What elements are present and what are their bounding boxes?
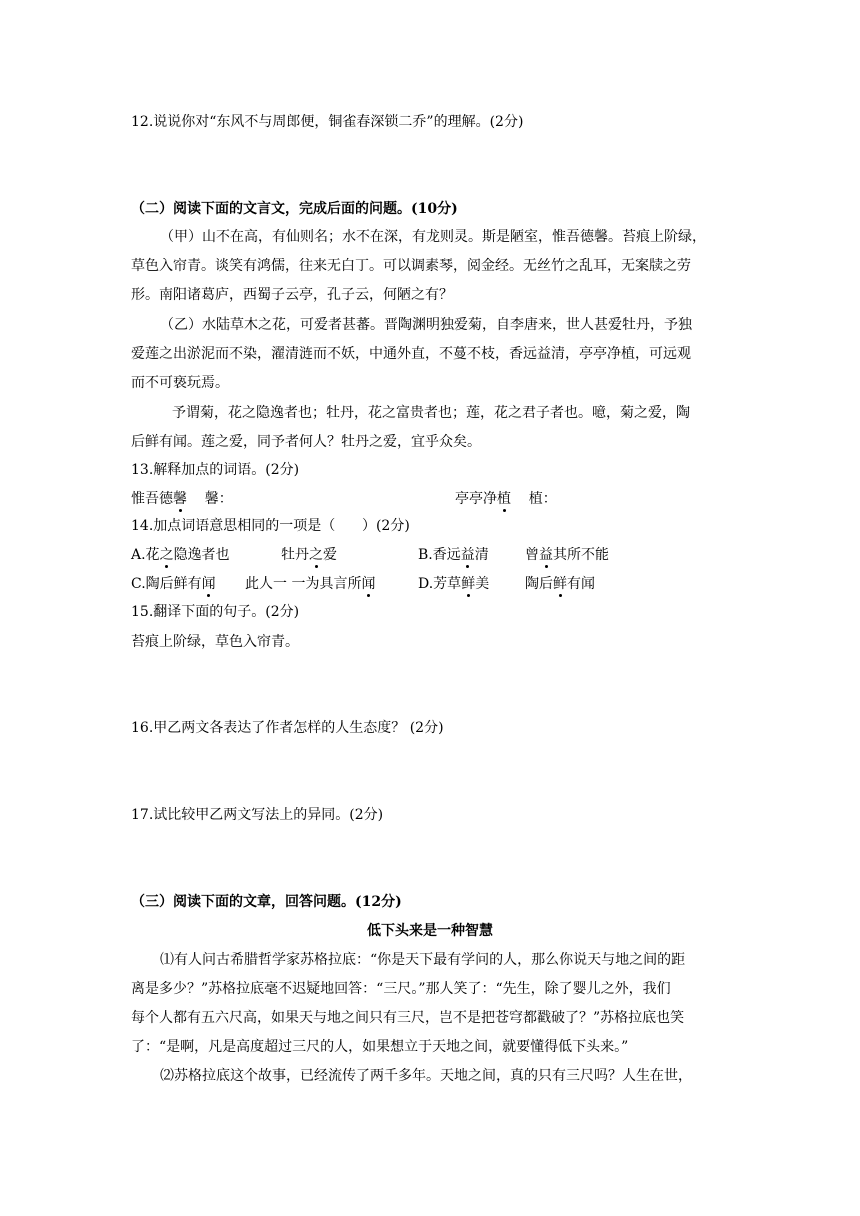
item-text: 馨： xyxy=(187,491,233,507)
passage-jia-line-3: 形。南阳诸葛庐，西蜀子云亭，孔子云，何陋之有？ xyxy=(131,287,453,303)
option-text: 有闻 xyxy=(567,576,595,592)
option-text: 清 xyxy=(474,547,489,563)
option-text: 爱 xyxy=(323,547,337,563)
passage-jia-line-1: （甲）山不在高，有仙则名；水不在深，有龙则灵。斯是陋室，惟吾德馨。苔痕上阶绿， xyxy=(160,229,706,245)
article-paragraph-2-line-1: ⑵苏格拉底这个故事，已经流传了两千多年。天地之间，真的只有三尺吗？人生在世， xyxy=(160,1068,692,1084)
option-text: B.香远 xyxy=(418,547,461,563)
option-text: C.陶后鲜有 xyxy=(131,576,202,592)
dotted-word: 馨 xyxy=(173,491,187,507)
question-16: 16.甲乙两文各表达了作者怎样的人生态度？ (2分) xyxy=(131,720,444,736)
question-15: 15.翻译下面的句子。(2分) xyxy=(131,604,300,620)
dotted-word: 鲜 xyxy=(461,576,476,592)
question-13-item-b xyxy=(455,489,557,509)
option-text: 陶后 xyxy=(525,576,553,592)
item-text: 植： xyxy=(511,491,557,507)
question-15-sentence: 苔痕上阶绿，草色入帘青。 xyxy=(131,634,299,650)
question-14-option-b-left xyxy=(418,545,489,565)
article-paragraph-1-line-1: ⑴有人问古希腊哲学家苏格拉底：“你是天下最有学问的人，那么你说天与地之间的距 xyxy=(160,952,686,968)
option-text: D.芳草 xyxy=(418,576,462,592)
dotted-word: 之 xyxy=(309,547,323,563)
article-paragraph-1-line-2: 离是多少？”苏格拉底毫不迟疑地回答：“三尺。”那人笑了：“先生，除了婴儿之外，我们 xyxy=(131,981,671,997)
item-text: 亭亭净 xyxy=(455,491,497,507)
option-text: 牡丹 xyxy=(281,547,309,563)
question-13-item-a xyxy=(131,489,233,509)
question-14-option-d-left xyxy=(418,574,489,594)
dotted-word: 益 xyxy=(539,547,553,563)
question-14: 14.加点词语意思相同的一项是（ ）(2分) xyxy=(131,518,410,534)
passage-yi-line-2: 爱莲之出淤泥而不染，濯清涟而不妖，中通外直，不蔓不枝，香远益清，亭亭净植，可远观 xyxy=(131,346,691,362)
option-text: A.花 xyxy=(131,547,160,563)
item-text: 惟吾德 xyxy=(131,491,173,507)
dotted-word: 闻 xyxy=(361,576,376,592)
question-14-option-c-left xyxy=(131,574,216,594)
article-paragraph-1-line-3: 每个人都有五六尺高，如果天与地之间只有三尺，岂不是把苍穹都戳破了？”苏格拉底也笑 xyxy=(131,1010,685,1026)
passage-yi-line-3: 而不可亵玩焉。 xyxy=(131,375,229,391)
option-text: 隐逸者也 xyxy=(173,547,230,563)
article-title: 低下头来是一种智慧 xyxy=(367,923,493,939)
dotted-word: 鲜 xyxy=(553,576,567,592)
section-2-title: （二）阅读下面的文言文，完成后面的问题。(10分) xyxy=(131,201,458,217)
question-13: 13.解释加点的词语。(2分) xyxy=(131,462,300,478)
question-14-option-a-left xyxy=(131,545,230,565)
passage-yi-line-5: 后鲜有闻。莲之爱，同予者何人？牡丹之爱，宜乎众矣。 xyxy=(131,434,481,450)
option-text: 美 xyxy=(475,576,490,592)
question-14-option-c-right xyxy=(245,574,375,594)
question-14-option-a-right xyxy=(281,545,337,565)
option-text: 曾 xyxy=(525,547,539,563)
dotted-word: 益 xyxy=(460,547,475,563)
passage-yi-line-1: （乙）水陆草木之花，可爱者甚蕃。晋陶渊明独爱菊，自李唐来，世人甚爱牡丹，予独 xyxy=(160,317,692,333)
question-14-option-d-right xyxy=(525,574,595,594)
dotted-word: 闻 xyxy=(201,576,216,592)
option-text: 其所不能 xyxy=(553,547,609,563)
question-14-option-b-right xyxy=(525,545,609,565)
dotted-word: 之 xyxy=(159,547,174,563)
article-paragraph-1-line-4: 了：“是啊，凡是高度超过三尺的人，如果想立于天地之间，就要懂得低下头来。” xyxy=(131,1039,629,1055)
passage-yi-line-4: 予谓菊，花之隐逸者也；牡丹，花之富贵者也；莲，花之君子者也。噫，菊之爱，陶 xyxy=(172,405,690,421)
option-text: 此人一 一为具言所 xyxy=(245,576,362,592)
passage-jia-line-2: 草色入帘青。谈笑有鸿儒，往来无白丁。可以调素琴，阅金经。无丝竹之乱耳，无案牍之劳 xyxy=(131,258,691,274)
dotted-word: 植 xyxy=(497,491,511,507)
question-12: 12.说说你对“东风不与周郎便，铜雀春深锁二乔”的理解。(2分) xyxy=(131,114,524,130)
question-17: 17.试比较甲乙两文写法上的异同。(2分) xyxy=(131,807,384,823)
section-3-title: （三）阅读下面的文章，回答问题。(12分) xyxy=(131,894,402,910)
